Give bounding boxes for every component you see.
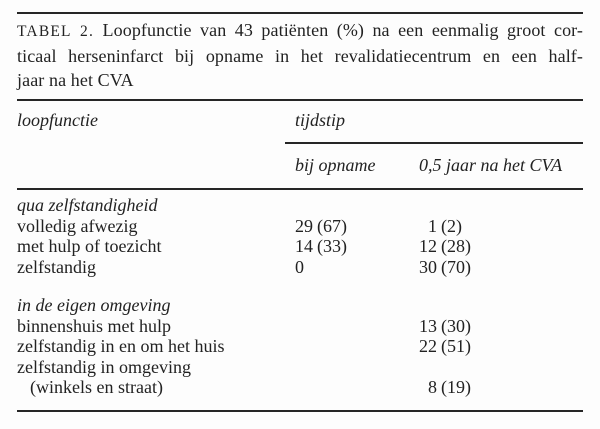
- table-header-row-1: [17, 101, 583, 144]
- cell-half-jaar: [419, 377, 583, 398]
- cell-bij-opname: [295, 236, 419, 257]
- section-heading: qua zelfstandigheid: [17, 195, 158, 215]
- cell-half-jaar: [419, 216, 583, 237]
- row-label-continuation: (winkels en straat): [30, 377, 163, 397]
- table-row: [17, 236, 583, 257]
- cell-half-jaar-empty: [419, 357, 583, 378]
- caption-line-1-text: Loopfunctie van 43 patiënten (%) na een eenmalig groot cor-: [94, 20, 583, 40]
- percent-value: (2): [441, 215, 462, 236]
- column-header-loopfunctie: loopfunctie: [17, 110, 98, 130]
- percent-value: (19): [441, 377, 471, 397]
- cell-half-jaar: [419, 316, 583, 337]
- cell-bij-opname-empty: [295, 357, 419, 378]
- cell-bij-opname-empty: [295, 316, 419, 337]
- caption-table-label: TABEL 2.: [17, 23, 95, 40]
- group-header-tijdstip-label: tijdstip: [295, 110, 346, 130]
- section-heading-row: [17, 195, 583, 216]
- count-value: 8: [428, 377, 437, 397]
- bottom-divider: [17, 410, 583, 412]
- section-heading-row: [17, 295, 583, 316]
- subheader-half-jaar-na-cva: 0,5 jaar na het CVA: [419, 155, 563, 175]
- section-eigen-omgeving: [17, 295, 583, 398]
- row-label: zelfstandig in omgeving: [17, 356, 191, 377]
- table-header: [17, 101, 583, 188]
- percent-value: (51): [441, 336, 471, 356]
- table-body: [17, 190, 583, 398]
- cell-bij-opname: [295, 257, 419, 278]
- table-row: [17, 316, 583, 337]
- percent-value: (30): [441, 315, 471, 336]
- count-value: 13: [419, 315, 437, 336]
- cell-half-jaar: [419, 236, 583, 257]
- header-spacer: [17, 144, 295, 188]
- count-value: 12: [419, 236, 437, 256]
- group-header-tijdstip: [285, 101, 583, 144]
- count-value: 14: [295, 236, 313, 256]
- row-label: binnenshuis met hulp: [17, 315, 171, 336]
- percent-value: (28): [441, 236, 471, 256]
- table-row: [17, 336, 583, 357]
- table-header-row-2: [17, 144, 583, 188]
- caption-line-3: jaar na het CVA: [17, 70, 134, 90]
- count-value: 29: [295, 215, 313, 236]
- subheader-bij-opname: bij opname: [295, 155, 376, 175]
- section-heading: in de eigen omgeving: [17, 295, 171, 315]
- cell-bij-opname-empty: [295, 377, 419, 398]
- cell-half-jaar: [419, 257, 583, 278]
- caption-line-2: ticaal herseninfarct bij opname in het revalidatiecentrum en een half-: [17, 46, 583, 66]
- table-caption: [17, 18, 583, 92]
- section-zelfstandigheid: [17, 190, 583, 277]
- table-row: [17, 377, 583, 398]
- table-row: [17, 257, 583, 278]
- table-row: [17, 357, 583, 378]
- row-label: volledig afwezig: [17, 215, 138, 236]
- cell-half-jaar: [419, 336, 583, 357]
- cell-bij-opname: [295, 216, 419, 237]
- cell-bij-opname-empty: [295, 336, 419, 357]
- percent-value: (33): [317, 236, 347, 256]
- count-value: 22: [419, 336, 437, 356]
- percent-value: (67): [317, 215, 347, 236]
- top-divider: [17, 12, 583, 14]
- row-label: met hulp of toezicht: [17, 236, 162, 256]
- count-value: 1: [428, 215, 437, 236]
- table-row: [17, 216, 583, 237]
- row-label: zelfstandig: [17, 256, 96, 277]
- scanned-journal-table-page: [0, 12, 600, 429]
- count-value: 0: [295, 256, 304, 277]
- count-value: 30: [419, 256, 437, 277]
- caption-line-1: [17, 18, 583, 44]
- row-label: zelfstandig in en om het huis: [17, 336, 225, 356]
- percent-value: (70): [441, 256, 471, 277]
